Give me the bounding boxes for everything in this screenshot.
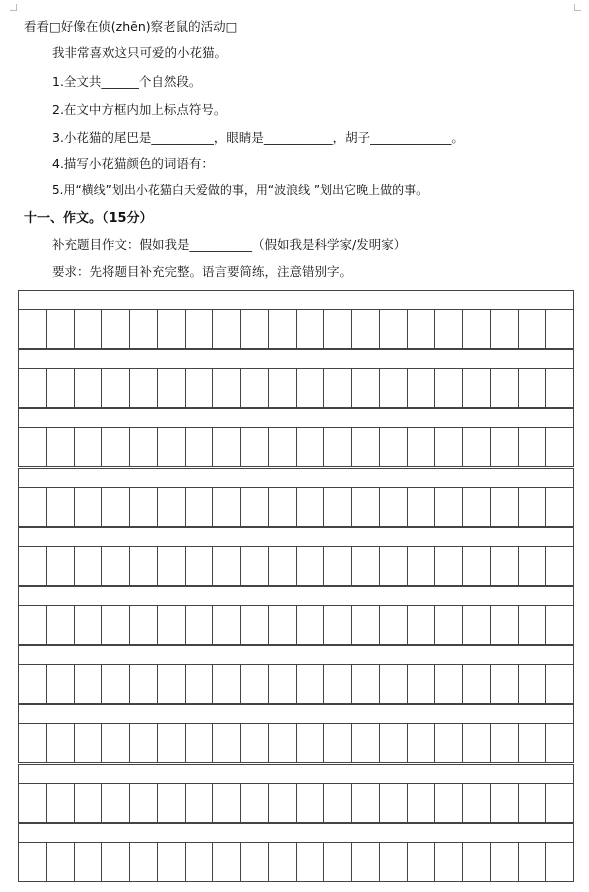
grid-cell[interactable] (213, 606, 241, 644)
grid-cell[interactable] (75, 606, 103, 644)
grid-cell[interactable] (519, 369, 547, 407)
grid-cell[interactable] (19, 547, 47, 585)
question-2: 2.在文中方框内加上标点符号。 (52, 102, 227, 117)
grid-cell[interactable] (380, 665, 408, 703)
grid-cell[interactable] (269, 665, 297, 703)
grid-cell[interactable] (47, 665, 75, 703)
grid-cell[interactable] (463, 784, 491, 822)
grid-cell[interactable] (241, 724, 269, 762)
grid-spacer-row (18, 290, 574, 309)
grid-writing-row (18, 427, 574, 467)
grid-cell[interactable] (435, 428, 463, 466)
grid-cell[interactable] (102, 369, 130, 407)
grid-cell[interactable] (186, 606, 214, 644)
grid-cell[interactable] (269, 310, 297, 348)
grid-cell[interactable] (408, 784, 436, 822)
grid-cell[interactable] (130, 724, 158, 762)
grid-cell[interactable] (47, 724, 75, 762)
question-5: 5.用“横线”划出小花猫白天爱做的事，用“波浪线 ”划出它晚上做的事。 (52, 183, 429, 197)
grid-cell[interactable] (297, 784, 325, 822)
grid-cell[interactable] (352, 784, 380, 822)
grid-cell[interactable] (435, 369, 463, 407)
grid-cell[interactable] (546, 724, 573, 762)
grid-cell[interactable] (546, 428, 573, 466)
corner-mark-right (574, 4, 581, 11)
grid-writing-row (18, 368, 574, 408)
grid-cell[interactable] (269, 606, 297, 644)
composition-requirement: 要求：先将题目补充完整。语言要简练，注意错别字。 (52, 264, 353, 279)
grid-cell[interactable] (75, 310, 103, 348)
grid-cell[interactable] (408, 606, 436, 644)
grid-cell[interactable] (241, 310, 269, 348)
grid-cell[interactable] (158, 606, 186, 644)
grid-writing-row (18, 546, 574, 586)
grid-cell[interactable] (213, 310, 241, 348)
grid-cell[interactable] (186, 665, 214, 703)
grid-cell[interactable] (47, 784, 75, 822)
grid-cell[interactable] (75, 665, 103, 703)
grid-cell[interactable] (186, 784, 214, 822)
grid-cell[interactable] (102, 784, 130, 822)
grid-cell[interactable] (546, 784, 573, 822)
grid-cell[interactable] (186, 310, 214, 348)
grid-cell[interactable] (186, 428, 214, 466)
grid-cell[interactable] (213, 369, 241, 407)
grid-writing-row (18, 487, 574, 527)
grid-cell[interactable] (519, 843, 547, 881)
grid-cell[interactable] (47, 310, 75, 348)
grid-cell[interactable] (213, 665, 241, 703)
grid-cell[interactable] (19, 843, 47, 881)
grid-cell[interactable] (130, 310, 158, 348)
grid-cell[interactable] (102, 606, 130, 644)
grid-cell[interactable] (130, 606, 158, 644)
grid-cell[interactable] (435, 310, 463, 348)
grid-cell[interactable] (491, 843, 519, 881)
grid-cell[interactable] (519, 547, 547, 585)
grid-cell[interactable] (102, 843, 130, 881)
grid-cell[interactable] (408, 843, 436, 881)
grid-cell[interactable] (324, 724, 352, 762)
grid-cell[interactable] (463, 310, 491, 348)
grid-cell[interactable] (269, 843, 297, 881)
grid-cell[interactable] (19, 369, 47, 407)
grid-cell[interactable] (380, 724, 408, 762)
grid-cell[interactable] (435, 724, 463, 762)
grid-cell[interactable] (324, 488, 352, 526)
grid-cell[interactable] (297, 843, 325, 881)
grid-cell[interactable] (546, 369, 573, 407)
grid-cell[interactable] (19, 665, 47, 703)
grid-cell[interactable] (463, 428, 491, 466)
grid-cell[interactable] (491, 724, 519, 762)
grid-cell[interactable] (19, 488, 47, 526)
grid-cell[interactable] (408, 724, 436, 762)
grid-cell[interactable] (241, 547, 269, 585)
grid-cell[interactable] (241, 488, 269, 526)
grid-cell[interactable] (519, 428, 547, 466)
grid-cell[interactable] (463, 843, 491, 881)
grid-cell[interactable] (546, 488, 573, 526)
grid-cell[interactable] (186, 369, 214, 407)
grid-cell[interactable] (408, 369, 436, 407)
grid-cell[interactable] (491, 665, 519, 703)
grid-cell[interactable] (380, 784, 408, 822)
grid-cell[interactable] (75, 488, 103, 526)
grid-cell[interactable] (491, 488, 519, 526)
grid-cell[interactable] (297, 724, 325, 762)
grid-cell[interactable] (408, 428, 436, 466)
grid-cell[interactable] (352, 488, 380, 526)
grid-cell[interactable] (352, 843, 380, 881)
grid-cell[interactable] (158, 369, 186, 407)
grid-cell[interactable] (297, 665, 325, 703)
question-4: 4.描写小花猫颜色的词语有： (52, 156, 214, 171)
grid-cell[interactable] (130, 843, 158, 881)
grid-cell[interactable] (102, 488, 130, 526)
grid-cell[interactable] (75, 784, 103, 822)
grid-cell[interactable] (546, 310, 573, 348)
grid-cell[interactable] (491, 369, 519, 407)
grid-cell[interactable] (75, 547, 103, 585)
grid-cell[interactable] (463, 606, 491, 644)
grid-cell[interactable] (213, 547, 241, 585)
grid-writing-row (18, 723, 574, 763)
grid-cell[interactable] (352, 665, 380, 703)
grid-cell[interactable] (463, 665, 491, 703)
grid-cell[interactable] (130, 784, 158, 822)
grid-cell[interactable] (435, 547, 463, 585)
grid-cell[interactable] (463, 369, 491, 407)
grid-cell[interactable] (75, 428, 103, 466)
grid-spacer-row (18, 408, 574, 427)
grid-cell[interactable] (435, 665, 463, 703)
grid-spacer-row (18, 468, 574, 487)
grid-cell[interactable] (463, 547, 491, 585)
grid-cell[interactable] (297, 369, 325, 407)
grid-cell[interactable] (297, 488, 325, 526)
grid-cell[interactable] (75, 843, 103, 881)
grid-cell[interactable] (352, 606, 380, 644)
grid-cell[interactable] (435, 606, 463, 644)
grid-cell[interactable] (380, 488, 408, 526)
grid-cell[interactable] (130, 369, 158, 407)
grid-cell[interactable] (213, 488, 241, 526)
grid-spacer-row (18, 704, 574, 723)
grid-cell[interactable] (269, 369, 297, 407)
corner-mark-left (10, 4, 17, 11)
grid-cell[interactable] (324, 428, 352, 466)
grid-cell[interactable] (352, 369, 380, 407)
grid-cell[interactable] (158, 428, 186, 466)
grid-cell[interactable] (435, 784, 463, 822)
grid-cell[interactable] (47, 606, 75, 644)
grid-cell[interactable] (241, 784, 269, 822)
grid-cell[interactable] (130, 488, 158, 526)
grid-cell[interactable] (102, 724, 130, 762)
grid-cell[interactable] (491, 606, 519, 644)
grid-cell[interactable] (241, 428, 269, 466)
grid-cell[interactable] (297, 310, 325, 348)
grid-cell[interactable] (158, 547, 186, 585)
question-3: 3.小花猫的尾巴是__________，眼睛是___________，胡子_____________。 (52, 130, 464, 145)
grid-cell[interactable] (241, 369, 269, 407)
grid-cell[interactable] (269, 488, 297, 526)
grid-cell[interactable] (324, 310, 352, 348)
grid-cell[interactable] (519, 310, 547, 348)
grid-cell[interactable] (380, 428, 408, 466)
grid-cell[interactable] (19, 310, 47, 348)
composition-grid[interactable] (18, 290, 574, 892)
grid-cell[interactable] (213, 724, 241, 762)
grid-writing-row (18, 783, 574, 823)
grid-cell[interactable] (491, 310, 519, 348)
grid-cell[interactable] (519, 784, 547, 822)
grid-cell[interactable] (491, 547, 519, 585)
grid-cell[interactable] (324, 843, 352, 881)
grid-cell[interactable] (19, 784, 47, 822)
grid-cell[interactable] (186, 488, 214, 526)
grid-cell[interactable] (408, 310, 436, 348)
grid-cell[interactable] (519, 724, 547, 762)
grid-cell[interactable] (380, 843, 408, 881)
grid-cell[interactable] (130, 428, 158, 466)
grid-cell[interactable] (47, 369, 75, 407)
grid-cell[interactable] (213, 784, 241, 822)
grid-cell[interactable] (435, 488, 463, 526)
grid-cell[interactable] (297, 428, 325, 466)
grid-cell[interactable] (19, 428, 47, 466)
grid-cell[interactable] (408, 665, 436, 703)
composition-prompt: 补充题目作文：假如我是__________（假如我是科学家/发明家） (52, 237, 407, 252)
grid-spacer-row (18, 645, 574, 664)
grid-cell[interactable] (75, 724, 103, 762)
grid-cell[interactable] (546, 606, 573, 644)
grid-cell[interactable] (435, 843, 463, 881)
grid-cell[interactable] (19, 724, 47, 762)
grid-cell[interactable] (241, 843, 269, 881)
passage-line-2: 我非常喜欢这只可爱的小花猫。 (52, 45, 228, 60)
grid-cell[interactable] (352, 547, 380, 585)
grid-cell[interactable] (102, 428, 130, 466)
grid-cell[interactable] (47, 488, 75, 526)
grid-cell[interactable] (491, 428, 519, 466)
grid-cell[interactable] (47, 428, 75, 466)
grid-cell[interactable] (380, 310, 408, 348)
grid-writing-row (18, 309, 574, 349)
grid-cell[interactable] (380, 547, 408, 585)
grid-cell[interactable] (158, 724, 186, 762)
grid-cell[interactable] (546, 547, 573, 585)
grid-cell[interactable] (463, 724, 491, 762)
grid-cell[interactable] (546, 843, 573, 881)
grid-cell[interactable] (269, 784, 297, 822)
grid-cell[interactable] (186, 724, 214, 762)
grid-cell[interactable] (324, 784, 352, 822)
grid-cell[interactable] (297, 606, 325, 644)
grid-cell[interactable] (186, 547, 214, 585)
grid-writing-row (18, 842, 574, 882)
grid-writing-row (18, 605, 574, 645)
grid-spacer-row (18, 349, 574, 368)
grid-cell[interactable] (241, 606, 269, 644)
question-1: 1.全文共______个自然段。 (52, 74, 202, 89)
grid-cell[interactable] (491, 784, 519, 822)
grid-cell[interactable] (324, 606, 352, 644)
grid-cell[interactable] (102, 310, 130, 348)
grid-cell[interactable] (158, 310, 186, 348)
grid-spacer-row (18, 586, 574, 605)
grid-cell[interactable] (408, 488, 436, 526)
grid-spacer-row (18, 823, 574, 842)
grid-cell[interactable] (463, 488, 491, 526)
grid-cell[interactable] (352, 428, 380, 466)
grid-cell[interactable] (47, 843, 75, 881)
grid-cell[interactable] (130, 547, 158, 585)
grid-cell[interactable] (352, 724, 380, 762)
grid-cell[interactable] (186, 843, 214, 881)
grid-cell[interactable] (546, 665, 573, 703)
grid-cell[interactable] (324, 665, 352, 703)
grid-cell[interactable] (158, 665, 186, 703)
grid-cell[interactable] (519, 488, 547, 526)
grid-cell[interactable] (380, 369, 408, 407)
grid-spacer-row (18, 764, 574, 783)
grid-cell[interactable] (269, 724, 297, 762)
grid-cell[interactable] (102, 547, 130, 585)
grid-cell[interactable] (269, 428, 297, 466)
grid-cell[interactable] (324, 547, 352, 585)
grid-cell[interactable] (75, 369, 103, 407)
grid-cell[interactable] (408, 547, 436, 585)
passage-line-1: 看看□好像在侦(zhēn)察老鼠的活动□ (24, 19, 238, 34)
grid-cell[interactable] (158, 784, 186, 822)
grid-spacer-row (18, 527, 574, 546)
grid-writing-row (18, 664, 574, 704)
grid-cell[interactable] (102, 665, 130, 703)
grid-cell[interactable] (130, 665, 158, 703)
grid-cell[interactable] (213, 843, 241, 881)
grid-cell[interactable] (158, 488, 186, 526)
grid-cell[interactable] (352, 310, 380, 348)
grid-cell[interactable] (19, 606, 47, 644)
grid-cell[interactable] (519, 606, 547, 644)
grid-cell[interactable] (241, 665, 269, 703)
grid-cell[interactable] (519, 665, 547, 703)
grid-cell[interactable] (47, 547, 75, 585)
grid-cell[interactable] (324, 369, 352, 407)
grid-cell[interactable] (297, 547, 325, 585)
section-heading: 十一、作文。（15分） (24, 211, 153, 226)
grid-cell[interactable] (380, 606, 408, 644)
grid-cell[interactable] (269, 547, 297, 585)
grid-cell[interactable] (213, 428, 241, 466)
grid-cell[interactable] (158, 843, 186, 881)
